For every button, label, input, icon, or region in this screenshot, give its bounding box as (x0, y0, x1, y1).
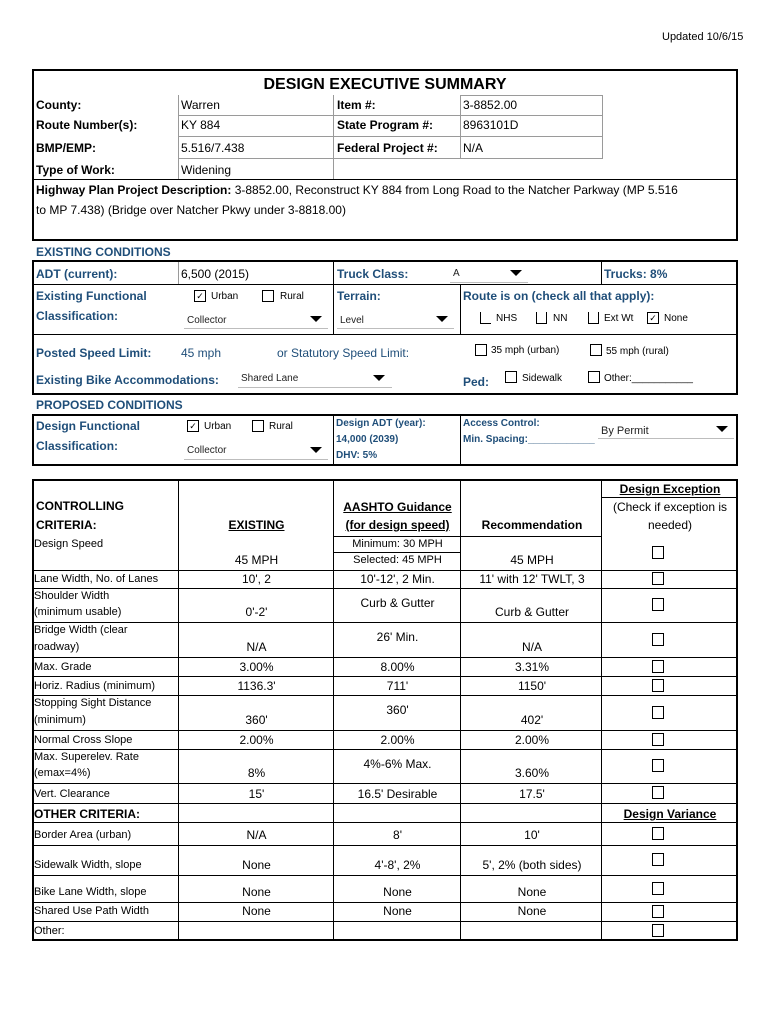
other-recommendation-value: None (517, 885, 547, 899)
design-variance-checkbox[interactable] (652, 853, 664, 866)
existing-rural-label: Rural (280, 291, 304, 302)
criteria-recommendation-value: N/A (521, 640, 542, 654)
design-variance-checkbox[interactable] (652, 924, 664, 937)
proposed-grid-line (460, 414, 461, 466)
bmp-value: 5.516/7.438 (181, 141, 245, 155)
other-checkbox[interactable] (588, 371, 600, 383)
route-label: Route Number(s): (36, 118, 138, 132)
criteria-row-label: Normal Cross Slope (34, 734, 133, 746)
criteria-aashto-split (333, 552, 461, 553)
criteria-row-label: Max. Superelev. Rate (34, 751, 139, 763)
criteria-row-label: Max. Grade (34, 661, 92, 673)
trucks-percent: Trucks: 8% (604, 267, 668, 281)
existing-grid-line (601, 262, 602, 284)
criteria-head-existing: EXISTING (228, 518, 285, 532)
bike-dropdown[interactable] (238, 369, 392, 388)
other-aashto-value: 8' (393, 828, 402, 842)
truck-class-dropdown[interactable] (450, 264, 528, 283)
criteria-column-line (333, 479, 334, 941)
criteria-row-line (32, 803, 738, 804)
other-row-label: Border Area (urban) (34, 829, 132, 841)
criteria-recommendation-value: 1150' (517, 679, 547, 693)
design-exception-checkbox[interactable] (652, 679, 664, 692)
design-variance-checkbox[interactable] (652, 905, 664, 918)
criteria-recommendation-value: 11' with 12' TWLT, 3 (479, 572, 585, 586)
header-grid-line (333, 95, 334, 179)
criteria-row-label: Vert. Clearance (34, 788, 110, 800)
criteria-row-label: Shoulder Width (34, 590, 110, 602)
design-exception-checkbox[interactable] (652, 660, 664, 673)
criteria-aashto-value: Minimum: 30 MPH (352, 538, 443, 550)
design-exception-checkbox[interactable] (652, 706, 664, 719)
other-aashto-value: None (383, 904, 412, 918)
criteria-row-line (32, 622, 738, 623)
criteria-row-label-2: (emax=4%) (34, 767, 91, 779)
sidewalk-checkbox[interactable] (505, 371, 517, 383)
nn-label: NN (553, 313, 568, 324)
posted-speed-label: Posted Speed Limit: (36, 346, 152, 360)
statutory-speed-label: or Statutory Speed Limit: (277, 346, 410, 360)
criteria-row-label-2: roadway) (34, 641, 80, 653)
criteria-column-line (460, 479, 461, 941)
criteria-row-line (32, 570, 738, 571)
design-func-label-2: Classification: (36, 439, 119, 453)
truck-class-value: A (453, 268, 460, 279)
header-grid-line (460, 95, 602, 96)
criteria-row-label: Bridge Width (clear (34, 624, 128, 636)
proposed-urban-checkbox[interactable]: ✓ (187, 420, 199, 432)
chevron-down-icon[interactable] (368, 369, 390, 387)
other-aashto-value: 4'-8', 2% (374, 858, 421, 872)
criteria-aashto-value: 360' (386, 703, 409, 717)
criteria-head-exception-3: needed) (647, 518, 693, 532)
design-adt-label: Design ADT (year): (336, 418, 426, 429)
item-label: Item #: (337, 98, 376, 112)
criteria-row-line (32, 588, 738, 589)
criteria-existing-value: 3.00% (239, 660, 274, 674)
chevron-down-icon[interactable] (505, 264, 527, 282)
existing-func-label-2: Classification: (36, 309, 119, 323)
header-grid-line (602, 95, 603, 159)
county-value: Warren (181, 98, 220, 112)
min-spacing-label: Min. Spacing:____________ (463, 434, 595, 445)
existing-bottom-border (32, 393, 738, 395)
criteria-head-exception: Design Exception (619, 482, 721, 496)
other-existing-value: None (242, 904, 271, 918)
criteria-row-label: Design Speed (34, 538, 104, 550)
existing-rural-checkbox[interactable] (262, 290, 274, 302)
top-border (32, 69, 738, 71)
other-row-label: Sidewalk Width, slope (34, 859, 142, 871)
updated-date: Updated 10/6/15 (662, 31, 744, 43)
criteria-bottom-border (32, 939, 738, 941)
criteria-aashto-value-2: Selected: 45 MPH (353, 554, 442, 566)
access-control-value: By Permit (601, 425, 649, 437)
criteria-recommendation-value: Curb & Gutter (494, 605, 570, 619)
mph55-checkbox[interactable] (590, 344, 602, 356)
none-label: None (664, 313, 688, 324)
criteria-existing-value: 15' (248, 787, 265, 801)
criteria-head-aashto: AASHTO Guidance (343, 500, 452, 514)
other-existing-value: None (242, 885, 271, 899)
terrain-dropdown[interactable] (337, 310, 454, 329)
criteria-head-aashto-2: (for design speed) (345, 518, 450, 532)
criteria-recommendation-value: 2.00% (514, 733, 550, 747)
other-row-label: Shared Use Path Width (34, 905, 149, 917)
project-description-line2: to MP 7.438) (Bridge over Natcher Pkwy under 3-8818.00) (36, 203, 346, 217)
design-exception-checkbox[interactable] (652, 572, 664, 585)
design-variance-checkbox[interactable] (652, 882, 664, 895)
other-recommendation-value: 10' (524, 828, 540, 842)
existing-grid-line (460, 284, 461, 334)
other-existing-value: N/A (246, 828, 267, 842)
adt-value: 6,500 (2015) (181, 267, 250, 281)
extwt-checkbox[interactable] (588, 312, 599, 324)
criteria-row-line (32, 921, 738, 922)
header-grid-line (460, 95, 461, 159)
design-func-label: Design Functional (36, 419, 141, 433)
bike-value: Shared Lane (241, 373, 299, 384)
route-value: KY 884 (181, 118, 221, 132)
posted-speed-value: 45 mph (181, 346, 222, 360)
design-variance-checkbox[interactable] (652, 827, 664, 840)
design-exception-checkbox[interactable] (652, 786, 664, 799)
terrain-label: Terrain: (337, 289, 381, 303)
header-divider (32, 179, 738, 180)
mph35-checkbox[interactable] (475, 344, 487, 356)
proposed-grid-line (333, 414, 334, 466)
other-criteria-label: OTHER CRITERIA: (34, 807, 140, 821)
federal-project-label: Federal Project #: (337, 141, 438, 155)
item-value: 3-8852.00 (463, 98, 518, 112)
existing-func-label: Existing Functional (36, 289, 147, 303)
criteria-aashto-value: 2.00% (380, 733, 415, 747)
existing-urban-checkbox[interactable]: ✓ (194, 290, 206, 302)
proposed-left-border (32, 414, 34, 466)
criteria-row-line (32, 783, 738, 784)
criteria-row-line (32, 657, 738, 658)
nhs-label: NHS (496, 313, 518, 324)
header-grid-line (178, 158, 602, 159)
criteria-head-exception-2: (Check if exception is (612, 500, 728, 514)
criteria-right-border (736, 479, 738, 941)
chevron-down-icon[interactable] (305, 310, 327, 328)
chevron-down-icon[interactable] (431, 310, 453, 328)
existing-urban-label: Urban (211, 291, 239, 302)
description-label: Highway Plan Project Description: (36, 183, 232, 197)
proposed-urban-label: Urban (204, 421, 232, 432)
description-text: 3-8852.00, Reconstruct KY 884 from Long Road to the Natcher Parkway (MP 5.516 (231, 183, 678, 197)
criteria-row-line (32, 875, 738, 876)
work-value: Widening (181, 163, 232, 177)
criteria-row-label: Horiz. Radius (minimum) (34, 680, 156, 692)
chevron-down-icon[interactable] (711, 420, 733, 438)
criteria-row-line (32, 822, 738, 823)
criteria-existing-value: 8% (247, 766, 266, 780)
criteria-aashto-value: 711' (386, 679, 409, 693)
criteria-row-label-2: (minimum) (34, 714, 86, 726)
other-recommendation-value: None (517, 904, 547, 918)
left-border (32, 69, 34, 241)
criteria-existing-value: 45 MPH (234, 553, 279, 567)
criteria-aashto-value: 16.5' Desirable (357, 787, 438, 801)
state-program-value: 8963101D (463, 118, 519, 132)
design-exception-checkbox[interactable] (652, 733, 664, 746)
nn-checkbox[interactable] (536, 312, 547, 324)
existing-func-dropdown[interactable] (184, 310, 328, 329)
criteria-column-line (178, 479, 179, 941)
design-variance-label: Design Variance (623, 807, 717, 821)
criteria-row-label-2: (minimum usable) (34, 606, 122, 618)
header-bottom-border (32, 239, 738, 241)
proposed-conditions-heading: PROPOSED CONDITIONS (36, 398, 183, 412)
other-aashto-value: None (383, 885, 412, 899)
route-on-label: Route is on (check all that apply): (463, 289, 655, 303)
criteria-existing-value: 1136.3' (237, 679, 276, 693)
criteria-existing-value: 10', 2 (242, 572, 271, 586)
criteria-recommendation-value: 402' (520, 713, 544, 727)
existing-top-border (32, 260, 738, 262)
design-adt-value: 14,000 (2039) (336, 434, 399, 445)
criteria-existing-value: N/A (246, 640, 267, 654)
criteria-recommendation-value: 45 MPH (510, 553, 554, 567)
criteria-row-line (32, 902, 738, 903)
nhs-checkbox[interactable] (480, 312, 491, 324)
existing-grid-line (178, 262, 179, 284)
other-existing-value: None (242, 858, 271, 872)
adt-label: ADT (current): (36, 267, 118, 281)
terrain-value: Level (340, 315, 364, 326)
design-exception-checkbox[interactable] (652, 598, 664, 611)
criteria-header-divider (601, 497, 737, 498)
county-label: County: (36, 98, 82, 112)
criteria-aashto-value: 10'-12', 2 Min. (360, 572, 435, 586)
criteria-head-left: CONTROLLING (36, 499, 124, 513)
bike-label: Existing Bike Accommodations: (36, 373, 219, 387)
truck-class-label: Truck Class: (337, 267, 409, 281)
criteria-aashto-value: Curb & Gutter (360, 596, 435, 610)
proposed-bottom-border (32, 464, 738, 466)
mph55-label: 55 mph (rural) (606, 346, 669, 357)
other-row-label: Other: (34, 925, 65, 937)
proposed-func-dropdown[interactable] (184, 441, 328, 460)
criteria-aashto-value: 26' Min. (376, 630, 419, 644)
criteria-row-label: Lane Width, No. of Lanes (34, 573, 159, 585)
criteria-existing-value: 2.00% (239, 733, 274, 747)
page-title: DESIGN EXECUTIVE SUMMARY (263, 76, 507, 93)
existing-grid-line (333, 262, 334, 334)
criteria-recommendation-value: 3.31% (514, 660, 550, 674)
criteria-aashto-value: 4%-6% Max. (363, 757, 432, 771)
mph35-label: 35 mph (urban) (491, 345, 560, 356)
proposed-rural-checkbox[interactable] (252, 420, 264, 432)
criteria-row-line (32, 676, 738, 677)
existing-right-border (736, 260, 738, 395)
criteria-top-border (32, 479, 738, 481)
header-grid-line (178, 115, 602, 116)
criteria-existing-value: 0'-2' (245, 605, 268, 619)
existing-conditions-heading: EXISTING CONDITIONS (36, 245, 171, 259)
criteria-head-recommendation: Recommendation (481, 518, 583, 532)
state-program-label: State Program #: (337, 118, 434, 132)
proposed-right-border (736, 414, 738, 466)
access-control-dropdown[interactable] (598, 420, 734, 439)
existing-divider (32, 334, 738, 335)
other-label: Other:___________ (604, 373, 693, 384)
ped-label: Ped: (463, 375, 490, 389)
criteria-recommendation-value: 3.60% (514, 766, 550, 780)
criteria-head-left-2: CRITERIA: (36, 518, 97, 532)
design-exception-checkbox[interactable] (652, 759, 664, 772)
criteria-row-line (32, 845, 738, 846)
other-recommendation-value: 5', 2% (both sides) (482, 858, 582, 872)
proposed-rural-label: Rural (269, 421, 293, 432)
existing-left-border (32, 260, 34, 395)
header-grid-line (178, 136, 602, 137)
criteria-aashto-value: 8.00% (380, 660, 415, 674)
existing-func-value: Collector (187, 315, 227, 326)
access-control-label: Access Control: (463, 418, 540, 429)
proposed-top-border (32, 414, 738, 416)
criteria-existing-value: 360' (245, 713, 268, 727)
federal-project-value: N/A (463, 141, 484, 155)
sidewalk-label: Sidewalk (522, 373, 563, 384)
design-exception-checkbox[interactable] (652, 633, 664, 646)
design-exception-checkbox[interactable] (652, 546, 664, 559)
none-checkbox[interactable]: ✓ (647, 312, 659, 324)
existing-divider (32, 284, 738, 285)
header-grid-line (178, 95, 179, 179)
proposed-func-value: Collector (187, 445, 227, 456)
criteria-row-line (32, 730, 738, 731)
project-description-line1 (36, 183, 678, 197)
criteria-recommendation-value: 17.5' (519, 787, 545, 801)
criteria-row-label: Stopping Sight Distance (34, 697, 152, 709)
work-label: Type of Work: (36, 163, 115, 177)
extwt-label: Ext Wt (604, 313, 634, 324)
dhv-value: DHV: 5% (336, 450, 378, 461)
bmp-label: BMP/EMP: (36, 141, 96, 155)
other-row-label: Bike Lane Width, slope (34, 886, 147, 898)
chevron-down-icon[interactable] (305, 441, 327, 459)
right-border (736, 69, 738, 241)
